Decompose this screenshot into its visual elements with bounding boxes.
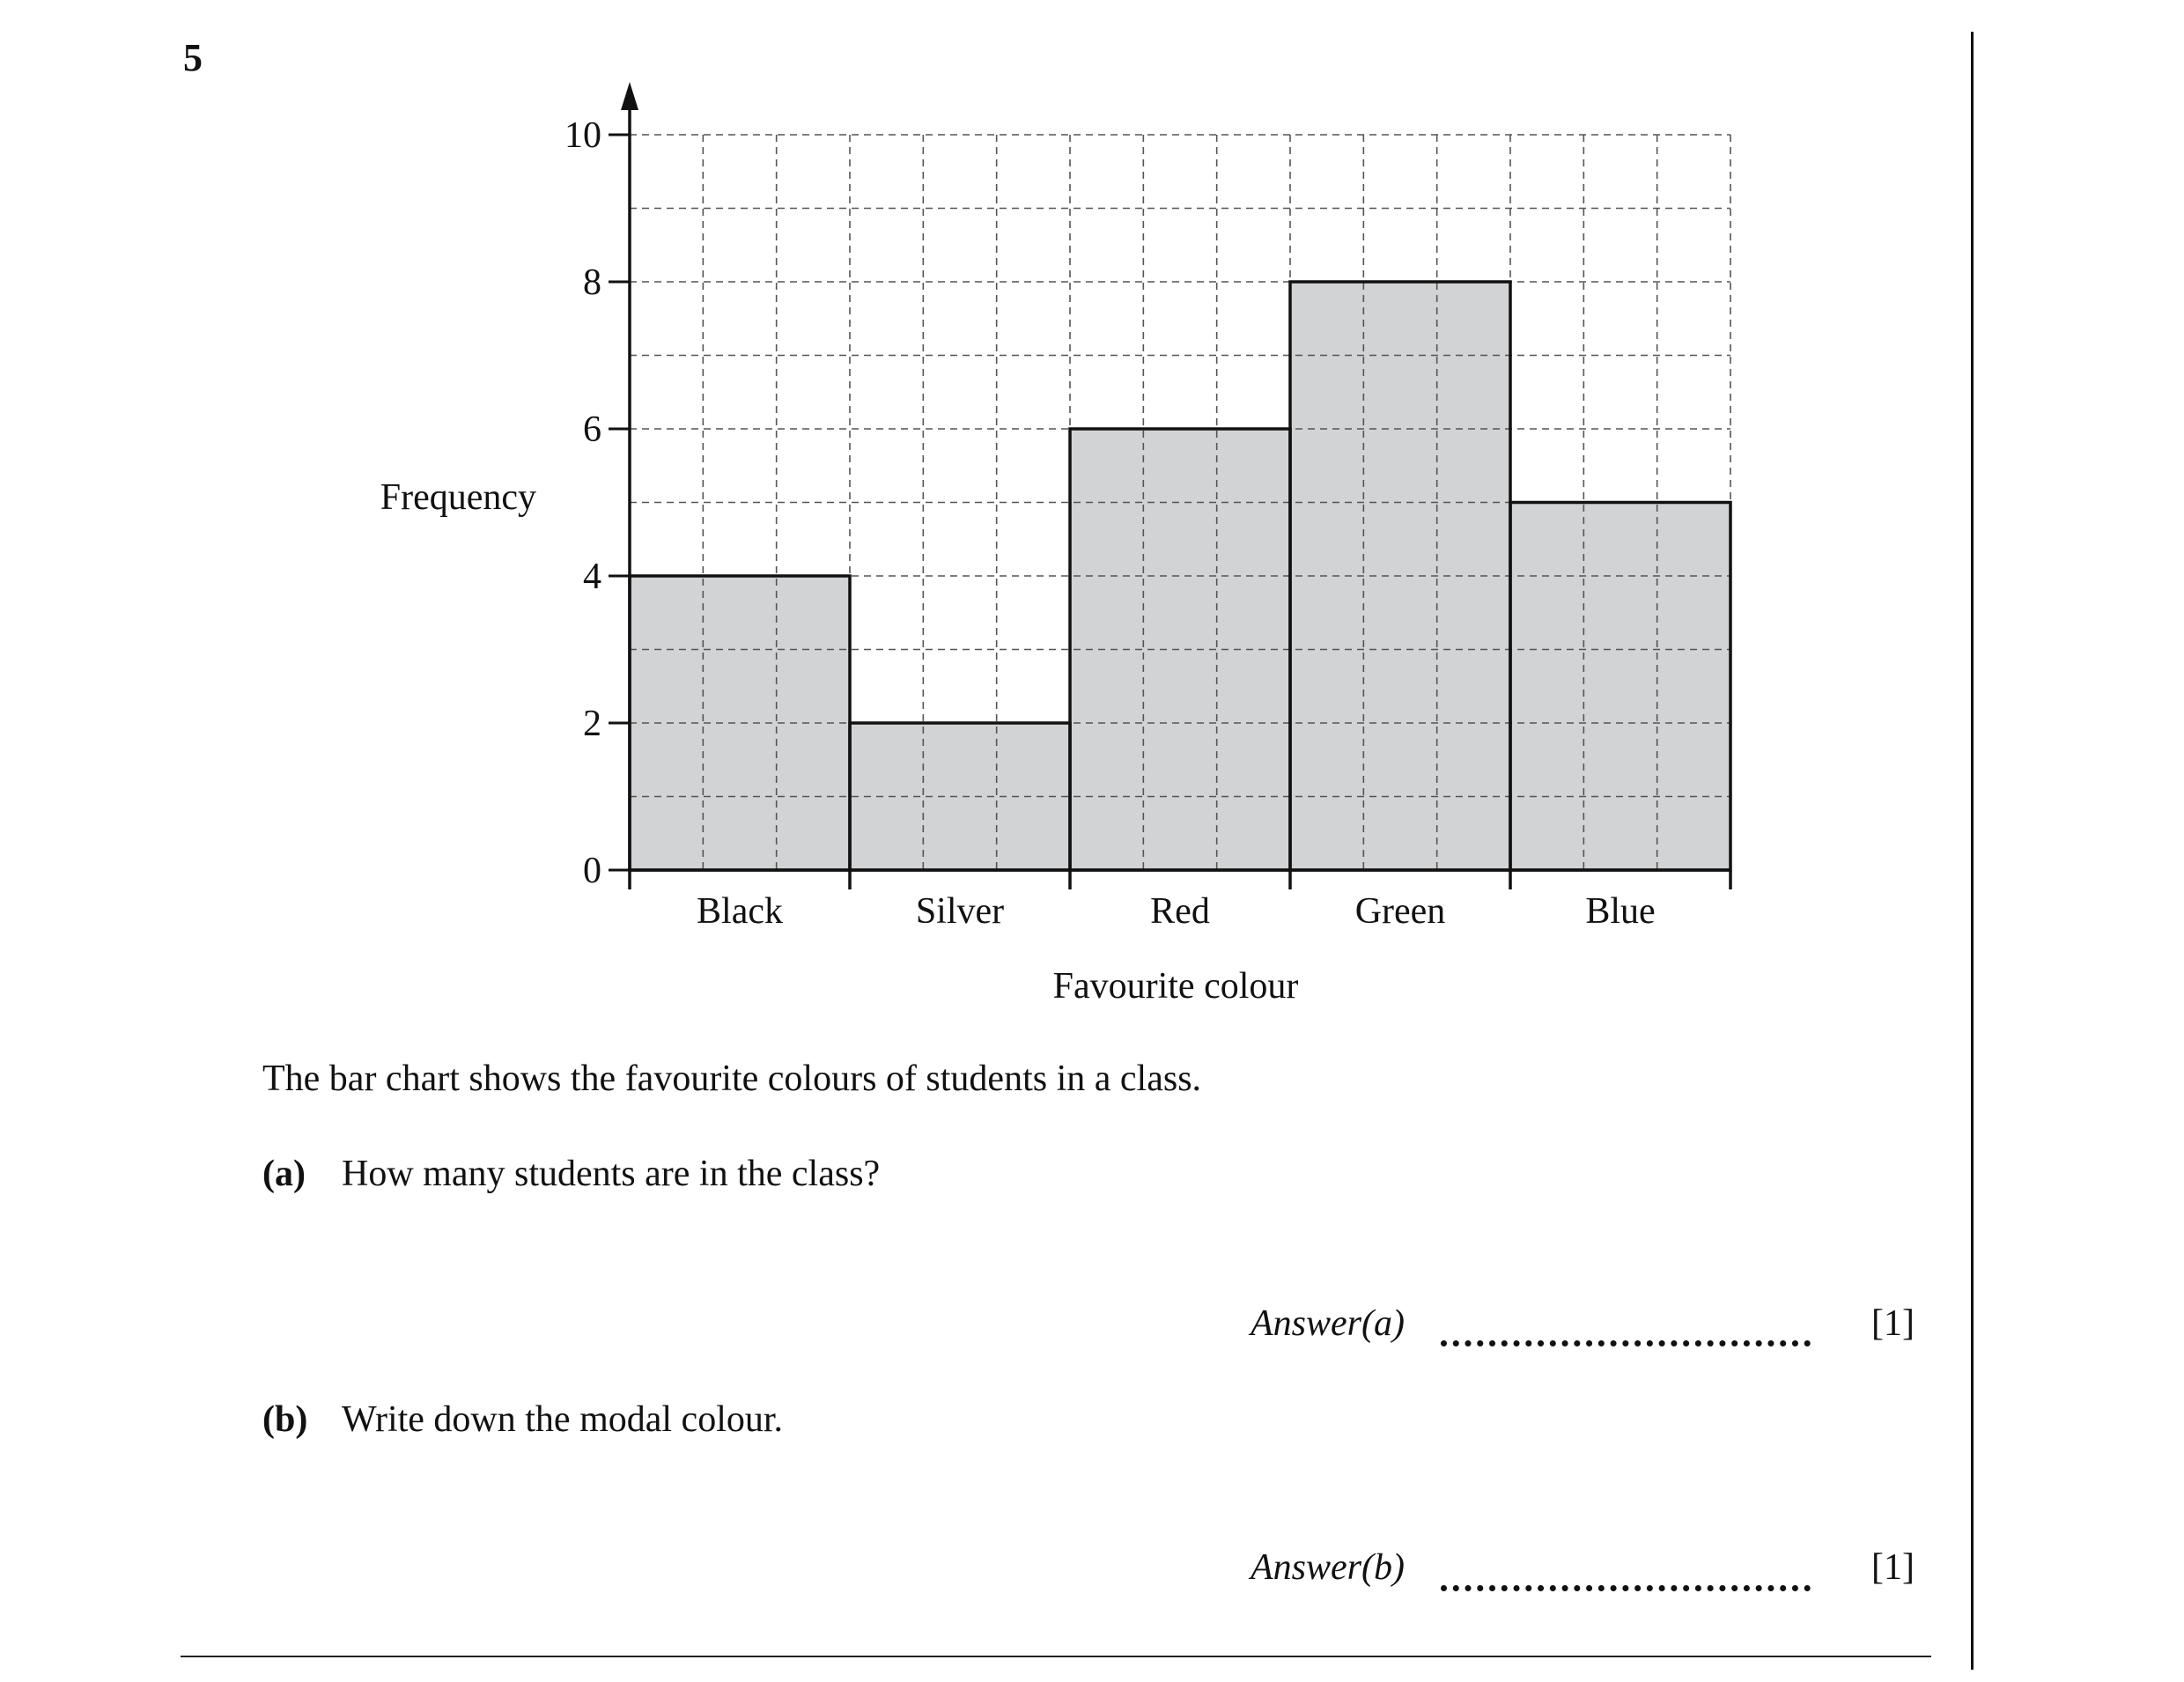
y-tick-label: 2 (583, 704, 601, 744)
question-number: 5 (183, 36, 203, 79)
x-tick-label-green: Green (1354, 891, 1446, 932)
answer-a-field[interactable] (1441, 1340, 1811, 1346)
part-b-question: Write down the modal colour. (342, 1399, 784, 1440)
y-axis-title: Frequency (380, 477, 536, 518)
part-a (262, 1152, 880, 1196)
marks-b: [1] (1871, 1547, 1915, 1588)
x-tick-label-silver: Silver (915, 891, 1005, 932)
x-tick-label-black: Black (697, 891, 783, 932)
margin-rule (1971, 32, 1974, 1670)
bar-blue (1510, 503, 1730, 871)
x-axis-title: Favourite colour (1052, 966, 1299, 1007)
y-tick-label: 4 (583, 557, 601, 597)
y-axis-arrow (621, 82, 638, 110)
part-b (262, 1398, 783, 1442)
question-intro: The bar chart shows the favourite colours of students in a class. (262, 1059, 1202, 1099)
bottom-rule (181, 1656, 1931, 1657)
x-tick-label-blue: Blue (1585, 891, 1656, 932)
x-tick-label-red: Red (1150, 891, 1210, 932)
part-a-label: (a) (262, 1154, 306, 1194)
y-tick-label: 8 (583, 262, 601, 303)
y-tick-label: 10 (564, 115, 601, 156)
y-tick-label: 0 (583, 851, 601, 891)
marks-a: [1] (1871, 1303, 1915, 1344)
answer-b-label: Answer(b) (1251, 1547, 1405, 1588)
answer-a-label: Answer(a) (1251, 1303, 1405, 1344)
part-b-label: (b) (262, 1399, 308, 1440)
answer-b-field[interactable] (1441, 1585, 1811, 1591)
y-tick-label: 6 (583, 409, 601, 450)
part-a-question: How many students are in the class? (342, 1154, 881, 1194)
